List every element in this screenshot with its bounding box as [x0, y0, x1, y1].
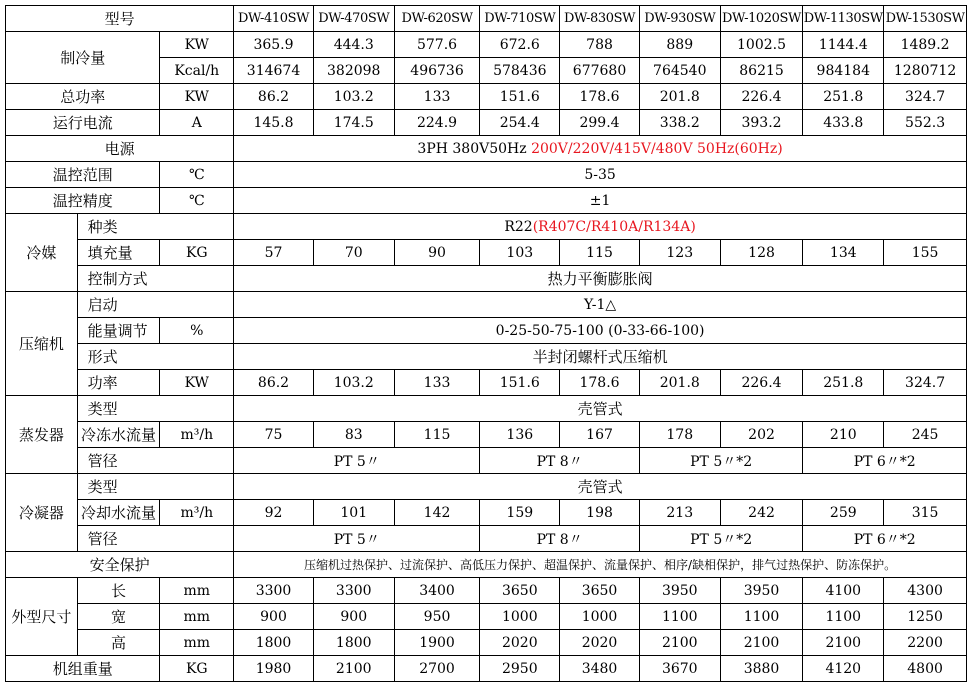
value-cell: 3300	[313, 578, 394, 604]
value-cell: 900	[234, 604, 314, 630]
value-cell: 3300	[234, 578, 314, 604]
value-cell: 1100	[720, 604, 803, 630]
value-cell: 103.2	[313, 370, 394, 396]
length-row	[6, 578, 967, 604]
weight-row	[6, 656, 967, 682]
value-cell: 552.3	[884, 110, 967, 136]
value-cell: 3480	[560, 656, 640, 682]
header-row	[6, 6, 967, 32]
evaporator-pipe-row	[6, 448, 967, 474]
value-cell: 103.2	[313, 84, 394, 110]
unit-cell: KW	[160, 84, 234, 110]
value-cell: 202	[720, 422, 803, 448]
temp-range-row	[6, 162, 967, 188]
pipe-cell: PT 8〃	[480, 526, 639, 552]
value-cell: 1002.5	[720, 32, 803, 58]
temp-range-value: 5-35	[234, 162, 967, 188]
value-cell: 210	[803, 422, 884, 448]
value-cell: 1144.4	[803, 32, 884, 58]
value-cell: 83	[313, 422, 394, 448]
value-cell: 201.8	[639, 84, 720, 110]
value-cell: 213	[639, 500, 720, 526]
unit-cell: mm	[160, 604, 234, 630]
pipe-cell: PT 5〃*2	[639, 526, 803, 552]
model-name: DW-830SW	[560, 6, 640, 32]
condenser-pipe-label: 管径	[77, 526, 233, 552]
refrigerant-control-value: 热力平衡膨胀阀	[234, 266, 967, 292]
refrigerant-options: (R407C/R410A/R134A)	[532, 218, 696, 235]
model-name: DW-620SW	[394, 6, 480, 32]
evaporator-type-label: 类型	[77, 396, 233, 422]
value-cell: 496736	[394, 58, 480, 84]
value-cell: 3650	[480, 578, 560, 604]
value-cell: 1000	[480, 604, 560, 630]
model-name: DW-1130SW	[803, 6, 884, 32]
evaporator-type-row	[6, 396, 967, 422]
compressor-form-row	[6, 344, 967, 370]
value-cell: 1800	[313, 630, 394, 656]
cooling-kw-row	[6, 32, 967, 58]
value-cell: 444.3	[313, 32, 394, 58]
evaporator-group-label: 蒸发器	[6, 396, 78, 474]
refrigerant-control-label: 控制方式	[77, 266, 233, 292]
value-cell: 299.4	[560, 110, 640, 136]
value-cell: 242	[720, 500, 803, 526]
value-cell: 226.4	[720, 370, 803, 396]
total-power-label: 总功率	[6, 84, 160, 110]
pipe-cell: PT 6〃*2	[803, 448, 967, 474]
value-cell: 142	[394, 500, 480, 526]
value-cell: 3670	[639, 656, 720, 682]
value-cell: 57	[234, 240, 314, 266]
refrigerant-standard: R22	[504, 218, 533, 235]
value-cell: 315	[884, 500, 967, 526]
compressor-start-label: 启动	[77, 292, 233, 318]
value-cell: 259	[803, 500, 884, 526]
value-cell: 251.8	[803, 370, 884, 396]
evaporator-pipe-label: 管径	[77, 448, 233, 474]
evaporator-flow-row	[6, 422, 967, 448]
value-cell: 1800	[234, 630, 314, 656]
spec-table	[5, 5, 967, 682]
pipe-cell: PT 5〃*2	[639, 448, 803, 474]
value-cell: 134	[803, 240, 884, 266]
unit-cell: ℃	[160, 162, 234, 188]
value-cell: 324.7	[884, 370, 967, 396]
value-cell: 115	[560, 240, 640, 266]
current-row	[6, 110, 967, 136]
width-label: 宽	[77, 604, 160, 630]
compressor-capacity-label: 能量调节	[77, 318, 160, 344]
condenser-flow-row	[6, 500, 967, 526]
value-cell: 3400	[394, 578, 480, 604]
condenser-type-label: 类型	[77, 474, 233, 500]
condenser-type-value: 壳管式	[234, 474, 967, 500]
value-cell: 159	[480, 500, 560, 526]
value-cell: 3650	[560, 578, 640, 604]
compressor-power-row	[6, 370, 967, 396]
pipe-cell: PT 5〃	[234, 526, 480, 552]
compressor-capacity-value: 0-25-50-75-100 (0-33-66-100)	[234, 318, 967, 344]
value-cell: 198	[560, 500, 640, 526]
compressor-start-row	[6, 292, 967, 318]
value-cell: 577.6	[394, 32, 480, 58]
value-cell: 2100	[720, 630, 803, 656]
condenser-pipe-row	[6, 526, 967, 552]
value-cell: 1100	[803, 604, 884, 630]
height-row	[6, 630, 967, 656]
value-cell: 1250	[884, 604, 967, 630]
value-cell: 1900	[394, 630, 480, 656]
unit-cell: A	[160, 110, 234, 136]
cooling-label: 制冷量	[6, 32, 160, 84]
value-cell: 174.5	[313, 110, 394, 136]
value-cell: 1980	[234, 656, 314, 682]
value-cell: 338.2	[639, 110, 720, 136]
value-cell: 433.8	[803, 110, 884, 136]
temp-precision-row	[6, 188, 967, 214]
value-cell: 224.9	[394, 110, 480, 136]
value-cell: 2950	[480, 656, 560, 682]
pipe-cell: PT 5〃	[234, 448, 480, 474]
length-label: 长	[77, 578, 160, 604]
value-cell: 115	[394, 422, 480, 448]
weight-label: 机组重量	[6, 656, 160, 682]
value-cell: 86215	[720, 58, 803, 84]
value-cell: 128	[720, 240, 803, 266]
model-name: DW-1530SW	[884, 6, 967, 32]
unit-cell: KW	[160, 32, 234, 58]
value-cell: 4300	[884, 578, 967, 604]
refrigerant-type-row	[6, 214, 967, 240]
value-cell: 764540	[639, 58, 720, 84]
value-cell: 145.8	[234, 110, 314, 136]
unit-cell: mm	[160, 630, 234, 656]
temp-range-label: 温控范围	[6, 162, 160, 188]
total-power-row	[6, 84, 967, 110]
value-cell: 324.7	[884, 84, 967, 110]
value-cell: 167	[560, 422, 640, 448]
value-cell: 90	[394, 240, 480, 266]
value-cell: 133	[394, 84, 480, 110]
refrigerant-group-label: 冷媒	[6, 214, 78, 292]
compressor-group-label: 压缩机	[6, 292, 78, 396]
model-name: DW-1020SW	[720, 6, 803, 32]
value-cell: 251.8	[803, 84, 884, 110]
model-name: DW-710SW	[480, 6, 560, 32]
temp-precision-label: 温控精度	[6, 188, 160, 214]
power-supply-standard: 3PH 380V50Hz	[417, 140, 527, 157]
model-name: DW-930SW	[639, 6, 720, 32]
pipe-cell: PT 8〃	[480, 448, 639, 474]
unit-cell: KW	[160, 370, 234, 396]
condenser-flow-label: 冷却水流量	[77, 500, 160, 526]
value-cell: 4100	[803, 578, 884, 604]
model-name: DW-470SW	[313, 6, 394, 32]
value-cell: 155	[884, 240, 967, 266]
refrigerant-charge-label: 填充量	[77, 240, 160, 266]
value-cell: 178.6	[560, 370, 640, 396]
value-cell: 889	[639, 32, 720, 58]
model-label: 型号	[6, 6, 234, 32]
value-cell: 201.8	[639, 370, 720, 396]
compressor-start-value: Y-1△	[234, 292, 967, 318]
refrigerant-control-row	[6, 266, 967, 292]
value-cell: 1100	[639, 604, 720, 630]
value-cell: 578436	[480, 58, 560, 84]
value-cell: 254.4	[480, 110, 560, 136]
value-cell: 2700	[394, 656, 480, 682]
safety-label: 安全保护	[6, 552, 234, 578]
model-name: DW-410SW	[234, 6, 314, 32]
value-cell: 382098	[313, 58, 394, 84]
compressor-form-label: 形式	[77, 344, 233, 370]
value-cell: 1280712	[884, 58, 967, 84]
value-cell: 900	[313, 604, 394, 630]
unit-cell: Kcal/h	[160, 58, 234, 84]
value-cell: 4120	[803, 656, 884, 682]
refrigerant-type-label: 种类	[77, 214, 233, 240]
value-cell: 3950	[639, 578, 720, 604]
value-cell: 178	[639, 422, 720, 448]
condenser-type-row	[6, 474, 967, 500]
refrigerant-type-value	[234, 214, 967, 240]
compressor-form-value: 半封闭螺杆式压缩机	[234, 344, 967, 370]
pipe-cell: PT 6〃*2	[803, 526, 967, 552]
temp-precision-value: ±1	[234, 188, 967, 214]
value-cell: 92	[234, 500, 314, 526]
unit-cell: m³/h	[160, 500, 234, 526]
value-cell: 1489.2	[884, 32, 967, 58]
value-cell: 677680	[560, 58, 640, 84]
value-cell: 4800	[884, 656, 967, 682]
power-supply-row	[6, 136, 967, 162]
value-cell: 2200	[884, 630, 967, 656]
value-cell: 393.2	[720, 110, 803, 136]
value-cell: 151.6	[480, 370, 560, 396]
unit-cell: %	[160, 318, 234, 344]
unit-cell: ℃	[160, 188, 234, 214]
unit-cell: m³/h	[160, 422, 234, 448]
power-supply-label: 电源	[6, 136, 234, 162]
evaporator-type-value: 壳管式	[234, 396, 967, 422]
dimensions-group-label: 外型尺寸	[6, 578, 78, 656]
value-cell: 365.9	[234, 32, 314, 58]
value-cell: 178.6	[560, 84, 640, 110]
width-row	[6, 604, 967, 630]
compressor-power-label: 功率	[77, 370, 160, 396]
value-cell: 2020	[560, 630, 640, 656]
value-cell: 103	[480, 240, 560, 266]
value-cell: 2020	[480, 630, 560, 656]
value-cell: 70	[313, 240, 394, 266]
height-label: 高	[77, 630, 160, 656]
value-cell: 950	[394, 604, 480, 630]
power-supply-value	[234, 136, 967, 162]
value-cell: 2100	[803, 630, 884, 656]
evaporator-flow-label: 冷冻水流量	[77, 422, 160, 448]
condenser-group-label: 冷凝器	[6, 474, 78, 552]
value-cell: 245	[884, 422, 967, 448]
unit-cell: mm	[160, 578, 234, 604]
value-cell: 984184	[803, 58, 884, 84]
value-cell: 672.6	[480, 32, 560, 58]
value-cell: 314674	[234, 58, 314, 84]
value-cell: 226.4	[720, 84, 803, 110]
safety-row	[6, 552, 967, 578]
refrigerant-charge-row	[6, 240, 967, 266]
value-cell: 1000	[560, 604, 640, 630]
value-cell: 2100	[313, 656, 394, 682]
value-cell: 133	[394, 370, 480, 396]
compressor-capacity-row	[6, 318, 967, 344]
unit-cell: KG	[160, 656, 234, 682]
power-supply-options: 200V/220V/415V/480V 50Hz(60Hz)	[531, 140, 783, 157]
value-cell: 788	[560, 32, 640, 58]
value-cell: 86.2	[234, 370, 314, 396]
safety-value: 压缩机过热保护、过流保护、高低压力保护、超温保护、流量保护、相序/缺相保护，排气过热保护、防冻保护。	[234, 552, 967, 578]
value-cell: 151.6	[480, 84, 560, 110]
value-cell: 123	[639, 240, 720, 266]
value-cell: 136	[480, 422, 560, 448]
current-label: 运行电流	[6, 110, 160, 136]
value-cell: 101	[313, 500, 394, 526]
value-cell: 75	[234, 422, 314, 448]
value-cell: 3880	[720, 656, 803, 682]
value-cell: 86.2	[234, 84, 314, 110]
value-cell: 2100	[639, 630, 720, 656]
unit-cell: KG	[160, 240, 234, 266]
value-cell: 3950	[720, 578, 803, 604]
